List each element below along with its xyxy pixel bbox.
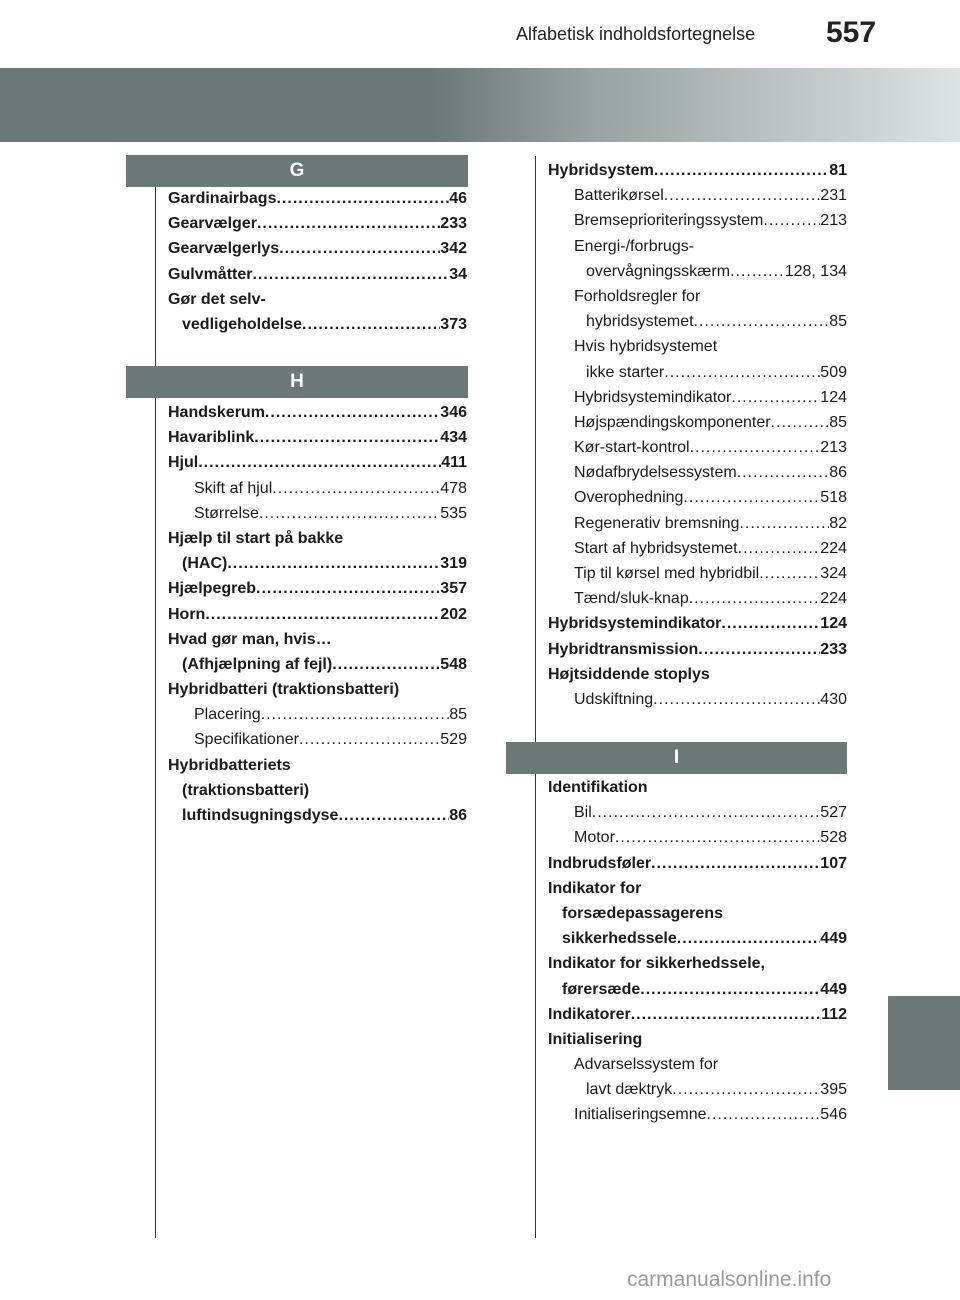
index-entry: Højtsiddende stoplys <box>548 665 710 683</box>
index-subentry: Motor ..... 528 <box>548 825 847 850</box>
index-subentry: Advarselssystem for <box>574 1056 719 1074</box>
index-entry: Handskerum ..... 346 <box>168 400 467 425</box>
index-group-h <box>168 400 467 828</box>
index-entry: (Afhjælpning af fejl) ..... 548 <box>168 652 467 677</box>
index-entry: Indbrudsføler ..... 107 <box>548 851 847 876</box>
index-subentry: Initialiseringsemne ..... 546 <box>548 1102 847 1127</box>
index-entry: Gardinairbags ..... 46 <box>168 186 467 211</box>
index-entry: Gearvælgerlys ..... 342 <box>168 236 467 261</box>
index-entry: Hybridsystemindikator ..... 124 <box>548 611 847 636</box>
letter-header-i: I <box>506 742 847 774</box>
page-header <box>0 0 960 60</box>
index-entry: Horn ..... 202 <box>168 602 467 627</box>
index-entry: Gør det selv- <box>168 290 266 308</box>
index-group-i <box>548 775 847 1128</box>
index-entry: sikkerhedssele ..... 449 <box>548 926 847 951</box>
index-subentry: Specifikationer ..... 529 <box>168 727 467 752</box>
index-entry: førersæde ..... 449 <box>548 977 847 1002</box>
watermark: carmanualsonline.info <box>627 1268 832 1291</box>
index-entry: Hjælp til start på bakke <box>168 529 344 547</box>
index-subentry: Energi-/forbrugs- <box>574 237 695 255</box>
index-entry: Indikator for sikkerhedssele, <box>548 955 765 973</box>
index-subentry: Hvis hybridsystemet <box>574 338 718 356</box>
letter-header-h: H <box>126 366 468 398</box>
index-subentry: Størrelse ..... 535 <box>168 501 467 526</box>
index-subentry: Bremseprioriteringssystem ..... 213 <box>548 208 847 233</box>
index-entry: Indikator for <box>548 879 642 897</box>
index-subentry: Regenerativ bremsning ..... 82 <box>548 511 847 536</box>
index-subentry: Udskiftning ..... 430 <box>548 687 847 712</box>
index-entry: Hybridtransmission ..... 233 <box>548 637 847 662</box>
index-entry: Gearvælger ..... 233 <box>168 211 467 236</box>
index-subentry: Højspændingskomponenter ..... 85 <box>548 410 847 435</box>
index-subentry: Forholdsregler for <box>574 287 701 305</box>
index-subentry: Tip til kørsel med hybridbil ..... 324 <box>548 561 847 586</box>
index-entry: Hjælpegreb ..... 357 <box>168 576 467 601</box>
index-entry: vedligeholdelse ..... 373 <box>168 312 467 337</box>
index-entry: luftindsugningsdyse ..... 86 <box>168 803 467 828</box>
index-subentry: Nødafbrydelsessystem ..... 86 <box>548 460 847 485</box>
index-entry: Identifikation <box>548 779 648 796</box>
index-group-h-continued <box>548 158 847 712</box>
index-subentry: Bil ..... 527 <box>548 800 847 825</box>
index-subentry: Skift af hjul ..... 478 <box>168 476 467 501</box>
index-group-g <box>168 186 467 337</box>
header-banner <box>0 68 960 142</box>
page-number: 557 <box>826 16 877 49</box>
index-entry: Hvad gør man, hvis… <box>168 630 332 648</box>
index-entry: Hybridsystem ..... 81 <box>548 158 847 183</box>
index-entry: Indikatorer ..... 112 <box>548 1002 847 1027</box>
section-title: Alfabetisk indholdsfortegnelse <box>516 24 756 44</box>
index-subentry: hybridsystemet ..... 85 <box>548 309 847 334</box>
index-subentry: overvågningsskærm ..... 128, 134 <box>548 259 847 284</box>
index-entry: Havariblink ..... 434 <box>168 425 467 450</box>
index-subentry: Batterikørsel ..... 231 <box>548 183 847 208</box>
index-subentry: Tænd/sluk-knap ..... 224 <box>548 586 847 611</box>
index-entry: (HAC) ..... 319 <box>168 551 467 576</box>
right-column-rule <box>535 156 536 1238</box>
index-entry: Hybridbatteriets <box>168 756 291 774</box>
index-subentry: Kør-start-kontrol ..... 213 <box>548 435 847 460</box>
index-subentry: Placering ..... 85 <box>168 702 467 727</box>
index-entry: Hjul ..... 411 <box>168 450 467 475</box>
index-entry: (traktionsbatteri) <box>182 781 310 799</box>
index-subentry: Overophedning ..... 518 <box>548 485 847 510</box>
index-entry: Initialisering <box>548 1030 643 1048</box>
index-subentry: Start af hybridsystemet ..... 224 <box>548 536 847 561</box>
left-column-rule <box>155 186 156 1238</box>
index-entry: Gulvmåtter ..... 34 <box>168 262 467 287</box>
index-subentry: lavt dæktryk ..... 395 <box>548 1077 847 1102</box>
index-subentry: ikke starter ..... 509 <box>548 360 847 385</box>
index-entry: forsædepassagerens <box>562 904 723 922</box>
letter-header-g: G <box>126 155 468 187</box>
index-subentry: Hybridsystemindikator ..... 124 <box>548 385 847 410</box>
side-thumb-tab <box>888 996 960 1090</box>
index-entry: Hybridbatteri (traktionsbatteri) <box>168 681 400 699</box>
